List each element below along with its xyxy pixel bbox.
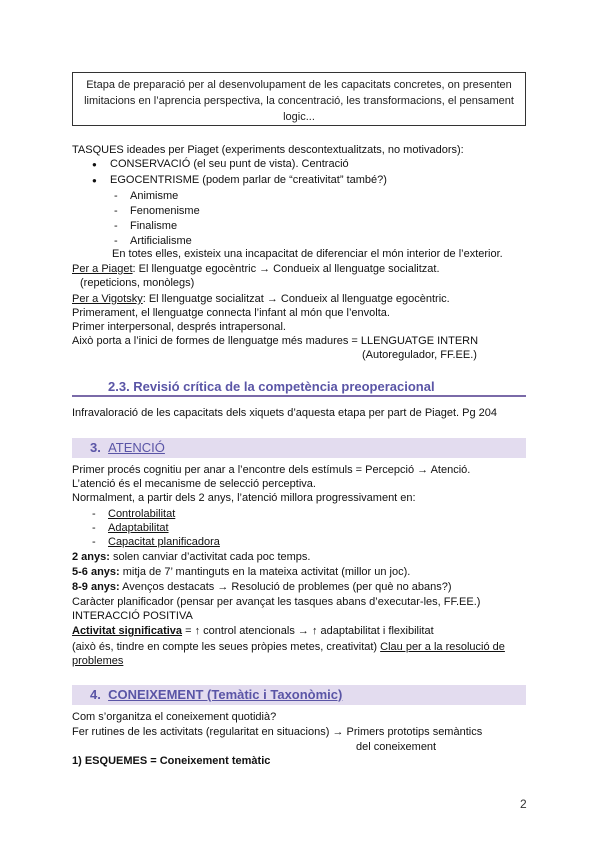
vigotsky-text: : El llenguatge socialitzat → Condueix al llenguatge egocèntric. [142, 293, 450, 305]
activitat-line [72, 624, 434, 638]
dash-icon: - [114, 235, 118, 247]
section-2-3-title: 2.3. Revisió crítica de la competència preoperacional [108, 379, 435, 394]
age-8-9-line [72, 580, 452, 594]
intro-line-2: limitacions en l’aprencia perspectiva, la concentració, les transformacions, el pensament [84, 95, 514, 107]
intro-box [72, 72, 526, 126]
bullet-egocentrisme: EGOCENTRISME (podem parlar de “creativitat” també?) [110, 174, 387, 186]
sub-item: Animisme [130, 190, 179, 202]
bullet-icon: ● [92, 176, 97, 185]
atencio-item: Adaptabilitat [108, 522, 169, 534]
piaget-label: Per a Piaget [72, 263, 133, 275]
coneixement-line-2: Fer rutines de les activitats (regularitat en situacions) → Primers prototips semàntics [72, 726, 483, 738]
caracter-line: Caràcter planificador (pensar per avançat les tasques abans d’executar-les, FF.EE.) [72, 596, 481, 608]
section-3-heading [72, 438, 526, 458]
age-2-text: solen canviar d’activitat cada poc temps. [109, 551, 311, 563]
dash-icon: - [114, 190, 118, 202]
dash-icon: - [92, 522, 96, 534]
clau-text-1: Clau per a la resolució de [380, 641, 505, 653]
vigotsky-line-5: (Autoregulador, FF.EE.) [362, 349, 477, 361]
age-8-9-text: Avenços destacats → Resolució de problemes (per què no abans?) [119, 581, 452, 593]
atencio-line-1: Primer procés cognitiu per anar a l’encontre dels estímuls = Percepció → Atenció. [72, 464, 471, 476]
vigotsky-label: Per a Vigotsky [72, 293, 143, 305]
tasques-note: En totes elles, existeix una incapacitat de diferenciar el món interior de l’exterior. [112, 248, 503, 260]
section-3-title-wrap [90, 440, 165, 455]
age-2-line [72, 550, 310, 564]
section-2-3-text: Infravaloració de les capacitats dels xiquets d’aquesta etapa per part de Piaget. Pg 204 [72, 407, 497, 419]
page-number: 2 [520, 797, 527, 811]
section-4-number: 4. [90, 687, 101, 702]
sub-item: Artificialisme [130, 235, 192, 247]
bullet-conservacio: CONSERVACIÓ (el seu punt de vista). Centració [110, 158, 349, 170]
intro-line-3: logic... [283, 111, 315, 123]
age-5-6-label: 5-6 anys: [72, 566, 120, 578]
piaget-line [72, 262, 440, 276]
intro-line-1: Etapa de preparació per al desenvolupament de les capacitats concretes, on presenten [86, 79, 512, 91]
dash-icon: - [92, 508, 96, 520]
vigotsky-line [72, 292, 450, 306]
section-4-heading [72, 685, 526, 705]
interaccio-line: INTERACCIÓ POSITIVA [72, 610, 193, 622]
section-2-3-heading [72, 377, 526, 397]
age-8-9-label: 8-9 anys: [72, 581, 120, 593]
section-4-title: CONEIXEMENT (Temàtic i Taxonòmic) [108, 687, 343, 702]
piaget-text: : El llenguatge egocèntric → Condueix al llenguatge socialitzat. [132, 263, 440, 275]
vigotsky-line-4: Això porta a l’inici de formes de llenguatge més madures = LLENGUATGE INTERN [72, 335, 479, 347]
aixo-line [72, 640, 505, 654]
atencio-line-3: Normalment, a partir dels 2 anys, l’atenció millora progressivament en: [72, 492, 416, 504]
vigotsky-line-2: Primerament, el llenguatge connecta l’infant al món que l’envolta. [72, 307, 390, 319]
coneixement-line-1: Com s’organitza el coneixement quotidià? [72, 711, 277, 723]
coneixement-line-4: 1) ESQUEMES = Coneixement temàtic [72, 755, 271, 767]
aixo-text: (això és, tindre en compte les seues pròpies metes, creativitat) [72, 641, 381, 653]
dash-icon: - [92, 536, 96, 548]
dash-icon: - [114, 220, 118, 232]
age-5-6-line [72, 565, 410, 579]
atencio-line-2: L’atenció és el mecanisme de selecció perceptiva. [72, 478, 316, 490]
piaget-paren: (repeticions, monòlegs) [80, 277, 195, 289]
sub-item: Finalisme [130, 220, 178, 232]
vigotsky-line-3: Primer interpersonal, després intrapersonal. [72, 321, 286, 333]
clau-text-2: problemes [72, 655, 124, 667]
activitat-text: = ↑ control atencionals → ↑ adaptabilitat i flexibilitat [182, 625, 434, 637]
tasques-title: TASQUES ideades per Piaget (experiments descontextualitzats, no motivadors): [72, 144, 464, 156]
atencio-item: Controlabilitat [108, 508, 176, 520]
sub-item: Fenomenisme [130, 205, 200, 217]
age-2-label: 2 anys: [72, 551, 110, 563]
activitat-label: Activitat significativa [72, 625, 183, 637]
section-3-title: ATENCIÓ [108, 440, 165, 455]
section-3-number: 3. [90, 440, 101, 455]
bullet-icon: ● [92, 160, 97, 169]
section-4-title-wrap [90, 687, 342, 702]
coneixement-line-3: del coneixement [356, 741, 437, 753]
dash-icon: - [114, 205, 118, 217]
atencio-item: Capacitat planificadora [108, 536, 220, 548]
age-5-6-text: mitja de 7’ mantinguts en la mateixa activitat (millor un joc). [119, 566, 411, 578]
